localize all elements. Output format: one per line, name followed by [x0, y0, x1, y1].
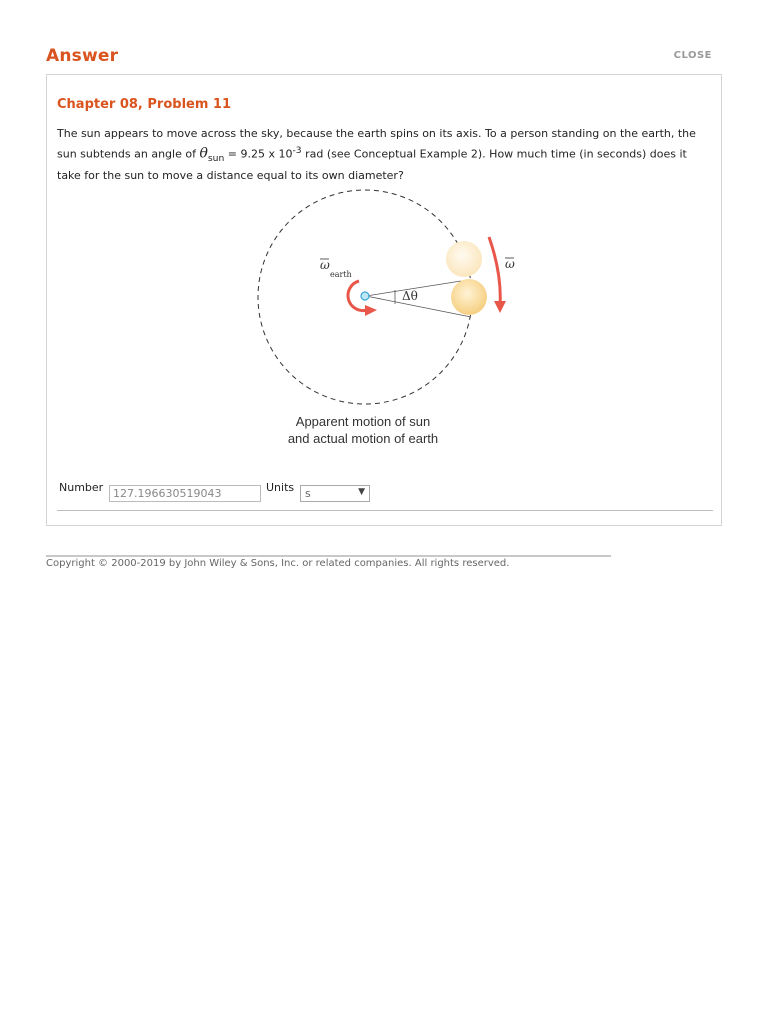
units-selected-value: s: [305, 487, 311, 500]
close-button[interactable]: CLOSE: [673, 50, 712, 61]
earth-icon: [361, 292, 369, 300]
sun-motion-arrow-icon: [489, 237, 500, 306]
answer-header: [46, 44, 712, 68]
problem-panel: [46, 74, 722, 526]
answer-title: Answer: [46, 46, 119, 66]
number-label: Number: [59, 481, 104, 494]
omega-earth-subscript: earth: [330, 270, 352, 279]
dropdown-arrow-icon: ▼: [358, 487, 365, 497]
copyright-text: Copyright © 2000-2019 by John Wiley & Sons, Inc. or related companies. All rights reserved.: [46, 558, 510, 569]
problem-text-part1: The sun appears to move across the sky, because the earth spins on its axis. To a person standing on the earth, the sun subtends an angle of: [57, 127, 696, 161]
number-input[interactable]: [109, 485, 261, 502]
omega-symbol: ω: [505, 257, 515, 271]
problem-title: Chapter 08, Problem 11: [57, 97, 232, 112]
units-label: Units: [266, 481, 295, 494]
answer-row: [59, 477, 699, 501]
problem-statement: [57, 125, 707, 184]
problem-text-value: = 9.25 x 10: [224, 147, 293, 161]
problem-text-part2: rad (see Conceptual Example 2). How much time (in seconds) does it take for the sun to move a distance equal to its own diameter?: [57, 147, 687, 182]
sun-motion-arrowhead-icon: [494, 301, 506, 313]
sun-current-icon: [451, 279, 487, 315]
delta-theta-label: Δθ: [402, 289, 418, 303]
theta-symbol: θ: [199, 145, 208, 162]
theta-subscript: sun: [207, 152, 225, 164]
orbit-diagram: [247, 179, 517, 449]
units-select[interactable]: [300, 485, 370, 502]
sun-previous-icon: [446, 241, 482, 277]
footer-divider: [46, 555, 611, 557]
exponent: -3: [292, 145, 302, 156]
caption-line-1: Apparent motion of sun: [295, 414, 431, 429]
panel-divider: [57, 510, 713, 511]
omega-earth-symbol: ω: [320, 258, 330, 272]
earth-rotation-arrowhead-icon: [365, 305, 377, 316]
figure: [247, 179, 517, 449]
caption-line-2: and actual motion of earth: [287, 431, 439, 446]
